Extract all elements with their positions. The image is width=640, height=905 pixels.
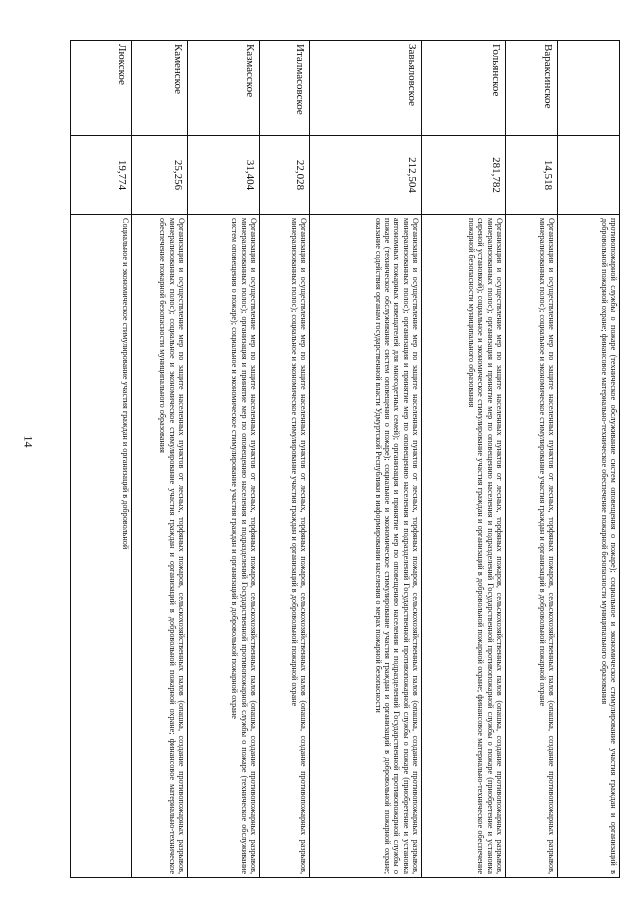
amount-value	[558, 136, 620, 215]
rotated-table-container	[71, 40, 620, 878]
funding-table	[70, 40, 620, 878]
table-row	[71, 41, 132, 878]
measures-description: Социальное и экономическое стимулирование участия граждан и организаций в добровольной	[71, 215, 132, 878]
settlement-name: Завьяловское	[310, 41, 422, 136]
measures-description: Организация и осуществление мер по защите населенных пунктов от лесных, торфяных пожаров, сельскохозяйственных палов (опашка, создание противопожарных разрывов, минерализованных полос); социальное и экономическое стимулирование участия граждан и организаций в добровольной пожарной охране	[506, 215, 558, 878]
measures-description: Организация и осуществление мер по защите населенных пунктов от лесных, торфяных пожаров, сельскохозяйственных палов (опашка, создание противопожарных разрывов, минерализованных полос); организация и принятие мер по оповещению населения и подразделений Государственной противопожарной службы о пожаре (приобретение и установка автономных пожарных извещателей для многодетных семей); организация и принятие мер по оповещению населения и подразделений Государственной противопожарной службы о пожаре (техническое обслуживание систем оповещения о пожаре); социальное и экономическое стимулирование участия граждан и организаций в добровольной пожарной охране; оказание содействия органам государственной власти Удмуртской Республики в информировании населения о мерах пожарной безопасности	[310, 215, 422, 878]
amount-value: 281,782	[422, 136, 506, 215]
table-row	[506, 41, 558, 878]
amount-value: 19,774	[71, 136, 132, 215]
amount-value: 25,256	[132, 136, 188, 215]
measures-description: Организация и осуществление мер по защите населенных пунктов от лесных, торфяных пожаров, сельскохозяйственных палов (опашка, создание противопожарных разрывов, минерализованных полос); социальное и экономическое стимулирование участия граждан и организаций в добровольной пожарной охране	[260, 215, 310, 878]
measures-description: противопожарной службы о пожаре (техническое обслуживание систем оповещения о пожаре); социальное и экономическое стимулирование участия граждан и организаций в добровольной пожарной охране; финансовое материально-техническое обеспечение пожарной безопасности муниципального образования	[558, 215, 620, 878]
settlement-name: Вараксинское	[506, 41, 558, 136]
amount-value: 212,504	[310, 136, 422, 215]
settlement-name	[558, 41, 620, 136]
measures-description: Организация и осуществление мер по защите населенных пунктов от лесных, торфяных пожаров, сельскохозяйственных палов (опашка, создание противопожарных разрывов, минерализованных полос); организация и принятие мер по оповещению населения и подразделений Государственной противопожарной службы о пожаре (техническое обслуживание систем оповещения о пожаре); социальное и экономическое стимулирование участия граждан и организаций в добровольной пожарной охране	[188, 215, 260, 878]
amount-value: 22,028	[260, 136, 310, 215]
table-row	[132, 41, 188, 878]
table-row	[188, 41, 260, 878]
settlement-name: Каменское	[132, 41, 188, 136]
page-number: 14	[21, 435, 36, 448]
measures-description: Организация и осуществление мер по защите населенных пунктов от лесных, торфяных пожаров, сельскохозяйственных палов (опашка, создание противопожарных разрывов, минерализованных полос); организация и принятие мер по оповещению населения и подразделений Государственной противопожарной службы о пожаре (приобретение и установка сиреной установкой); социальное и экономическое стимулирование участия граждан и организаций в добровольной пожарной охране; финансовое материально-техническое обеспечение пожарной безопасности муниципального образования	[422, 215, 506, 878]
amount-value: 14,518	[506, 136, 558, 215]
table-row	[310, 41, 422, 878]
settlement-name: Италмасовское	[260, 41, 310, 136]
amount-value: 31,404	[188, 136, 260, 215]
table-row	[558, 41, 620, 878]
settlement-name: Гольянское	[422, 41, 506, 136]
table-row	[422, 41, 506, 878]
settlement-name: Люкское	[71, 41, 132, 136]
settlement-name: Казмасское	[188, 41, 260, 136]
measures-description: Организация и осуществление мер по защите населенных пунктов от лесных, торфяных пожаров, сельскохозяйственных палов (опашка, создание противопожарных разрывов, минерализованных полос); социальное и экономическое стимулирование участия граждан и организаций в добровольной пожарной охране; финансовое материально-техническое обеспечение пожарной безопасности муниципального образования	[132, 215, 188, 878]
table-row	[260, 41, 310, 878]
